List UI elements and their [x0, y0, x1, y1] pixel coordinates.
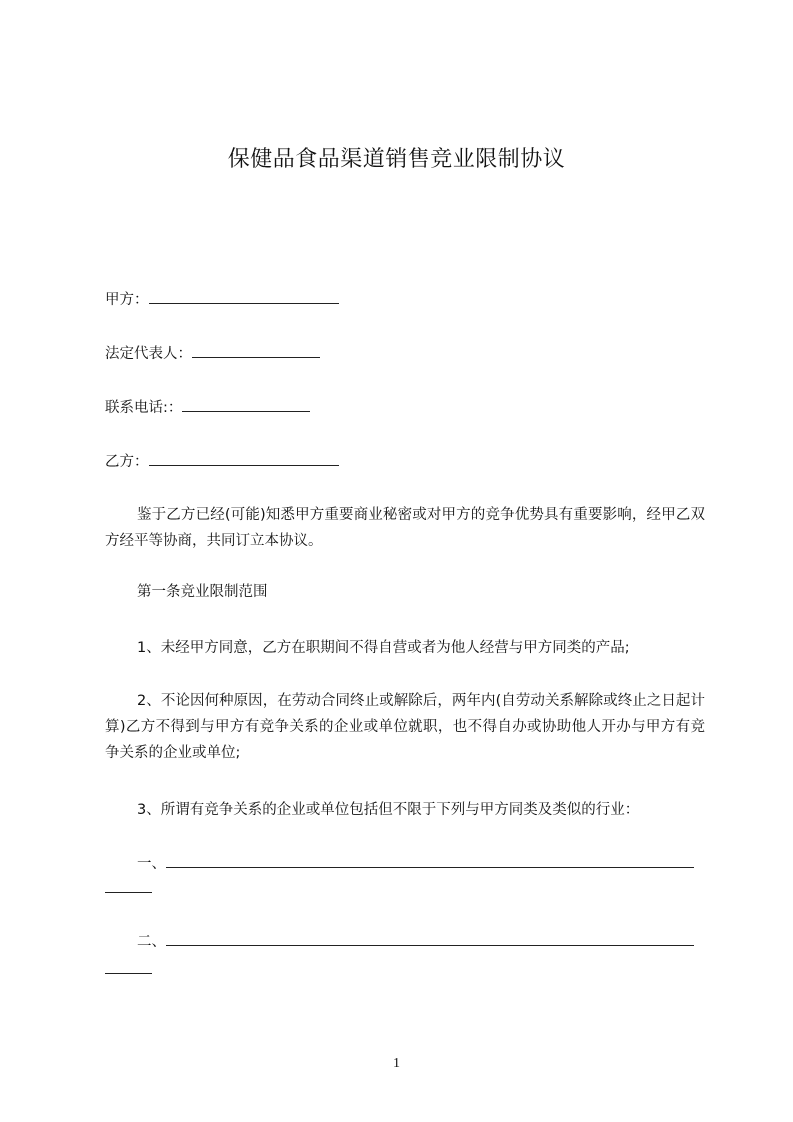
- intro-paragraph: 鉴于乙方已经(可能)知悉甲方重要商业秘密或对甲方的竞争优势具有重要影响，经甲乙双方经平等协商，共同订立本协议。: [105, 507, 705, 549]
- party-b-label: 乙方：: [105, 454, 149, 470]
- clause-2: 2、不论因何种原因，在劳动合同终止或解除后，两年内(自劳动关系解除或终止之日起计算)乙方不得到与甲方有竞争关系的企业或单位就职，也不得自办或协助他人开办与甲方有竞争关系的企业或单位;: [105, 693, 705, 761]
- item-2-blank[interactable]: [166, 930, 694, 946]
- phone-blank[interactable]: [182, 396, 310, 412]
- phone-field: [105, 396, 705, 421]
- party-a-field: [105, 288, 705, 313]
- legal-rep-label: 法定代表人：: [105, 346, 192, 362]
- legal-rep-blank[interactable]: [192, 342, 320, 358]
- item-1-blank[interactable]: [166, 852, 694, 868]
- item-2-row: [137, 930, 703, 955]
- party-b-field: [105, 450, 705, 475]
- article1-heading: 第一条竞业限制范围: [137, 584, 268, 600]
- party-a-blank[interactable]: [149, 288, 339, 304]
- item-2-blank-continued[interactable]: [105, 973, 152, 974]
- legal-rep-field: [105, 342, 705, 367]
- item-2-label: 二、: [137, 934, 166, 950]
- clause-3: 3、所谓有竞争关系的企业或单位包括但不限于下列与甲方同类及类似的行业：: [137, 802, 640, 818]
- party-a-label: 甲方：: [105, 292, 149, 308]
- page-number: 1: [393, 1056, 400, 1071]
- item-1-row: [137, 852, 703, 877]
- item-1-label: 一、: [137, 856, 166, 872]
- clause-1: 1、未经甲方同意，乙方在职期间不得自营或者为他人经营与甲方同类的产品;: [137, 640, 630, 656]
- document-title: 保健品食品渠道销售竞业限制协议: [227, 147, 566, 172]
- item-1-blank-continued[interactable]: [105, 892, 152, 893]
- party-b-blank[interactable]: [149, 450, 339, 466]
- phone-label: 联系电话:：: [105, 400, 183, 416]
